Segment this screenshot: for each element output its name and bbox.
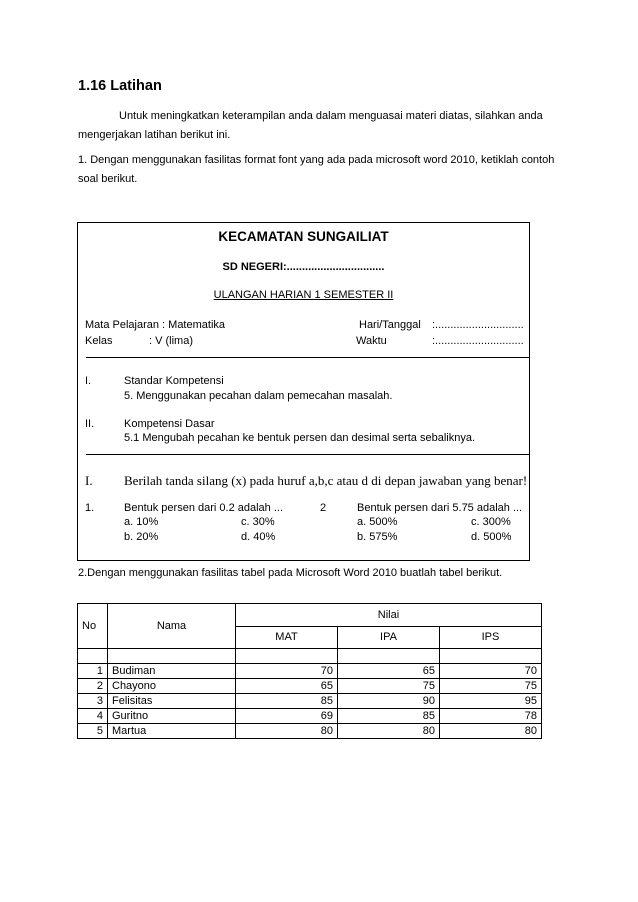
cell-ips: 78 — [440, 709, 542, 724]
cell-nama: Chayono — [108, 679, 236, 694]
exam-title: KECAMATAN SUNGAILIAT — [218, 229, 389, 244]
q1-text: Bentuk persen dari 0.2 adalah ... — [124, 502, 283, 514]
waktu-label: Waktu — [356, 335, 387, 347]
cell-no: 5 — [78, 724, 108, 739]
q1-option-b: b. 20% — [124, 531, 159, 543]
header-ips: IPS — [440, 626, 542, 649]
cell-ipa: 90 — [338, 694, 440, 709]
intro-line-2: mengerjakan latihan berikut ini. — [78, 129, 231, 141]
kelas-value: : V (lima) — [149, 335, 193, 347]
q2-option-c: c. 300% — [471, 516, 511, 528]
kd-number: II. — [85, 418, 95, 430]
cell-ips: 75 — [440, 679, 542, 694]
cell-nama: Guritno — [108, 709, 236, 724]
divider — [86, 357, 529, 358]
sk-title: Standar Kompetensi — [124, 375, 224, 387]
kd-item: 5.1 Mengubah pecahan ke bentuk persen dan desimal serta sebaliknya. — [124, 432, 476, 444]
table-row — [78, 709, 542, 724]
sk-number: I. — [85, 375, 92, 387]
task2-text: 2.Dengan menggunakan fasilitas tabel pada Microsoft Word 2010 buatlah tabel berikut. — [78, 567, 503, 579]
cell-no: 2 — [78, 679, 108, 694]
cell-mat: 69 — [236, 709, 338, 724]
q1-option-a: a. 10% — [124, 516, 159, 528]
spacer-cell — [108, 649, 236, 664]
hari-label: Hari/Tanggal — [359, 319, 421, 331]
cell-mat: 70 — [236, 664, 338, 679]
section-heading: 1.16 Latihan — [78, 78, 162, 94]
cell-no: 1 — [78, 664, 108, 679]
spacer-cell — [338, 649, 440, 664]
q2-number: 2 — [320, 502, 327, 514]
intro-line-1: Untuk meningkatkan keterampilan anda dalam menguasai materi diatas, silahkan anda — [119, 110, 543, 122]
cell-mat: 80 — [236, 724, 338, 739]
header-mat: MAT — [236, 626, 338, 649]
exam-sample-box — [77, 222, 530, 561]
table-row — [78, 724, 542, 739]
q1-number: 1. — [85, 502, 95, 514]
kelas-label: Kelas — [85, 335, 113, 347]
waktu-value: :............................. — [432, 335, 524, 347]
cell-nama: Felisitas — [108, 694, 236, 709]
table-row — [78, 679, 542, 694]
exam-subtitle: ULANGAN HARIAN 1 SEMESTER II — [213, 289, 394, 301]
cell-ips: 80 — [440, 724, 542, 739]
header-nilai: Nilai — [236, 604, 542, 627]
header-nama: Nama — [108, 604, 236, 649]
header-row — [78, 604, 542, 627]
cell-ipa: 85 — [338, 709, 440, 724]
cell-nama: Budiman — [108, 664, 236, 679]
cell-ipa: 80 — [338, 724, 440, 739]
header-no: No — [78, 604, 108, 649]
spacer-cell — [236, 649, 338, 664]
nilai-table — [77, 603, 542, 739]
q1-option-d: d. 40% — [241, 531, 276, 543]
table-row — [78, 694, 542, 709]
q2-option-a: a. 500% — [357, 516, 398, 528]
spacer-cell — [78, 649, 108, 664]
cell-mat: 65 — [236, 679, 338, 694]
task1-line-1: 1. Dengan menggunakan fasilitas format font yang ada pada microsoft word 2010, ketiklah contoh — [78, 154, 555, 166]
cell-ips: 70 — [440, 664, 542, 679]
table-row — [78, 664, 542, 679]
divider — [86, 454, 529, 455]
cell-nama: Martua — [108, 724, 236, 739]
hari-value: :............................. — [432, 319, 524, 331]
spacer-cell — [440, 649, 542, 664]
header-ipa: IPA — [338, 626, 440, 649]
spacer-row — [78, 649, 542, 664]
cell-ips: 95 — [440, 694, 542, 709]
cell-ipa: 65 — [338, 664, 440, 679]
instruction-number: I. — [85, 473, 93, 488]
mapel-label: Mata Pelajaran : Matematika — [85, 319, 226, 331]
cell-ipa: 75 — [338, 679, 440, 694]
exam-school: SD NEGERI:................................ — [222, 261, 385, 273]
cell-mat: 85 — [236, 694, 338, 709]
q2-text: Bentuk persen dari 5.75 adalah ... — [357, 502, 523, 514]
q2-option-b: b. 575% — [357, 531, 398, 543]
cell-no: 4 — [78, 709, 108, 724]
kd-title: Kompetensi Dasar — [124, 418, 215, 430]
q1-option-c: c. 30% — [241, 516, 275, 528]
cell-no: 3 — [78, 694, 108, 709]
instruction-text: Berilah tanda silang (x) pada huruf a,b,c atau d di depan jawaban yang benar! — [124, 473, 528, 488]
sk-item: 5. Menggunakan pecahan dalam pemecahan masalah. — [124, 390, 393, 402]
task1-line-2: soal berikut. — [78, 173, 138, 185]
q2-option-d: d. 500% — [471, 531, 512, 543]
